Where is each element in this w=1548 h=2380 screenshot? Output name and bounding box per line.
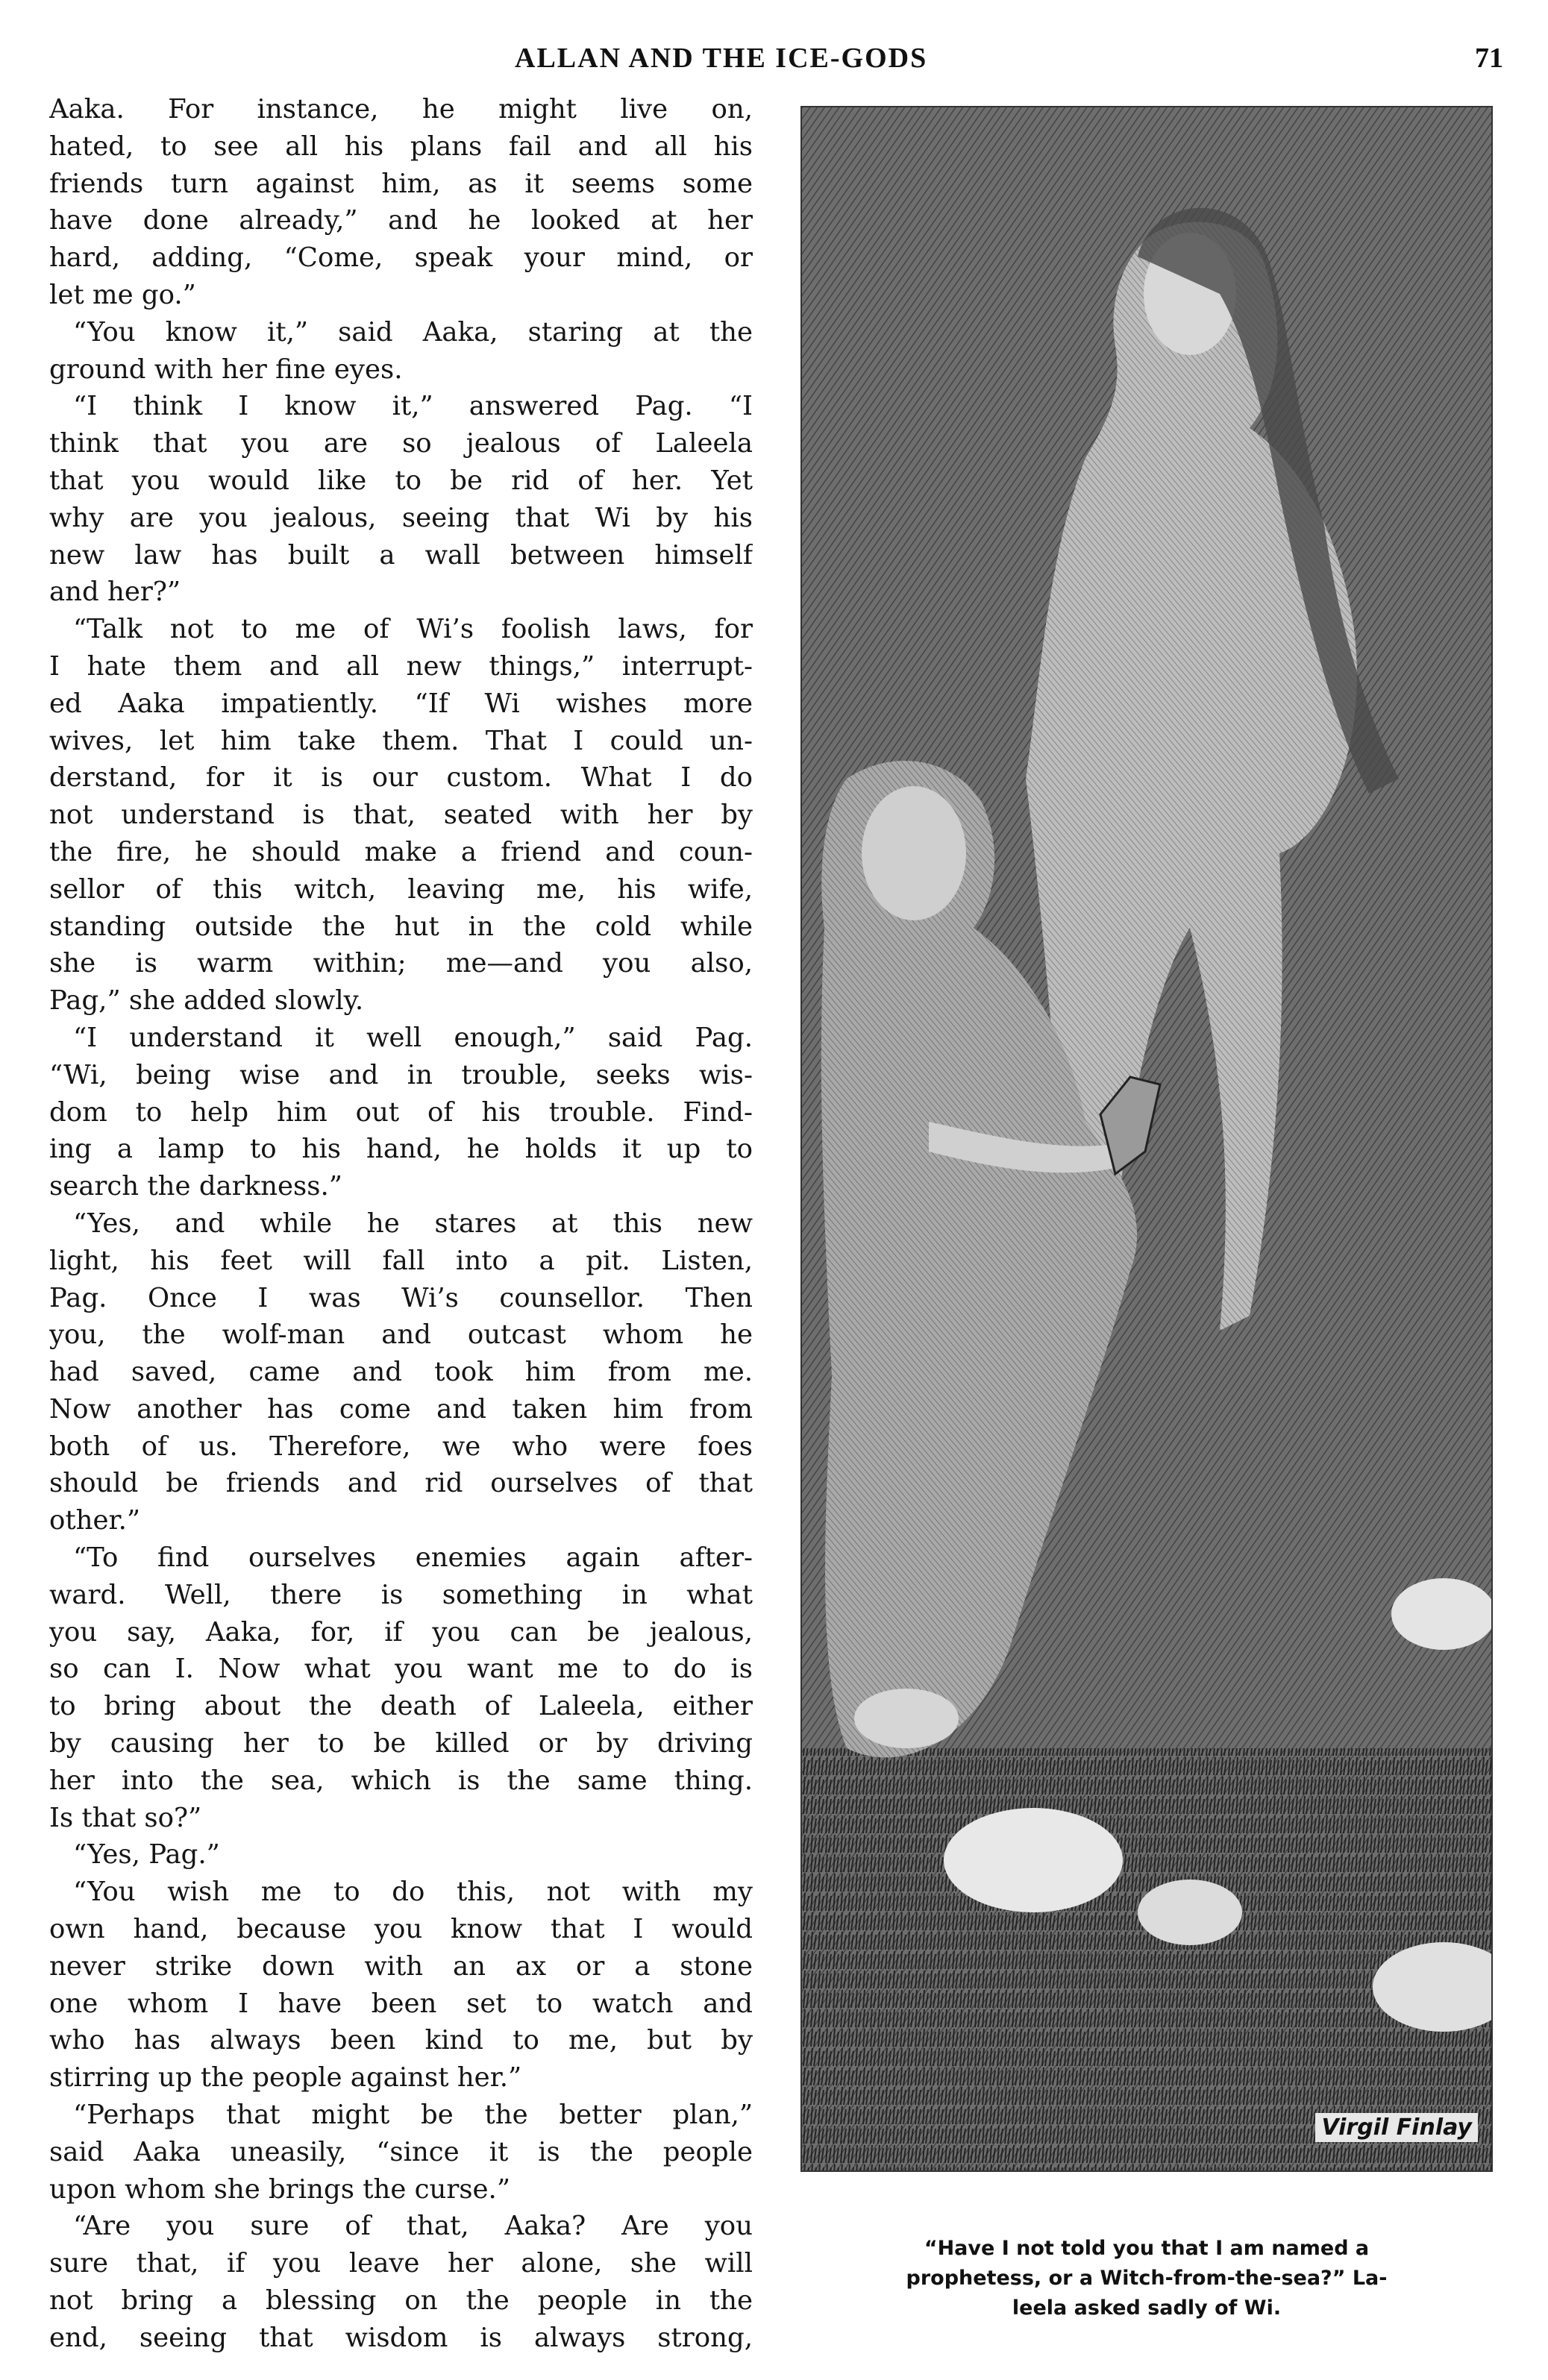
- body-text-column: [49, 91, 753, 2357]
- text-line: had saved, came and took him from me.: [49, 1357, 753, 1388]
- text-line: think that you are so jealous of Laleela: [49, 428, 753, 459]
- text-line: you say, Aaka, for, if you can be jealous,: [49, 1616, 753, 1648]
- text-line: new law has built a wall between himself: [49, 539, 753, 571]
- text-line: search the darkness.”: [49, 1171, 342, 1202]
- text-line: “I understand it well enough,” said Pag.: [72, 1022, 753, 1053]
- caption-line: “Have I not told you that I am named a: [924, 2237, 1370, 2260]
- text-line: the fire, he should make a friend and coun-: [49, 836, 753, 867]
- text-line: standing outside the hut in the cold while: [49, 911, 753, 942]
- text-line: said Aaka uneasily, “since it is the people: [49, 2136, 753, 2167]
- text-line: ground with her fine eyes.: [49, 354, 403, 385]
- text-line: “Are you sure of that, Aaka? Are you: [72, 2211, 753, 2242]
- text-line: “You wish me to do this, not with my: [72, 1877, 753, 1908]
- text-line: end, seeing that wisdom is always strong,: [49, 2322, 753, 2353]
- illustration-caption: [800, 2234, 1493, 2323]
- text-line: ward. Well, there is something in what: [49, 1579, 753, 1610]
- text-line: not bring a blessing on the people in the: [49, 2285, 753, 2317]
- text-line: I hate them and all new things,” interrupt-: [49, 650, 753, 682]
- text-line: “Yes, Pag.”: [72, 1839, 220, 1871]
- text-line: have done already,” and he looked at her: [49, 205, 753, 236]
- text-line: “I think I know it,” answered Pag. “I: [72, 391, 753, 422]
- text-line: hard, adding, “Come, speak your mind, or: [49, 242, 753, 274]
- text-line: that you would like to be rid of her. Yet: [49, 465, 753, 496]
- text-line: stirring up the people against her.”: [49, 2062, 522, 2094]
- text-line: should be friends and rid ourselves of that: [49, 1468, 753, 1499]
- text-line: dom to help him out of his trouble. Find-: [49, 1096, 753, 1128]
- text-line: she is warm within; me—and you also,: [49, 948, 753, 979]
- text-line: other.”: [49, 1505, 141, 1536]
- text-line: who has always been kind to me, but by: [49, 2025, 753, 2056]
- text-line: both of us. Therefore, we who were foes: [49, 1431, 753, 1462]
- text-line: Now another has come and taken him from: [49, 1393, 753, 1425]
- text-line: you, the wolf-man and outcast whom he: [49, 1319, 753, 1351]
- text-line: and her?”: [49, 577, 181, 608]
- text-line: friends turn against him, as it seems some: [49, 168, 753, 199]
- text-line: not understand is that, seated with her by: [49, 800, 753, 831]
- text-line: wives, let him take them. That I could un-: [49, 725, 753, 756]
- text-line: upon whom she brings the curse.”: [49, 2173, 510, 2205]
- text-line: own hand, because you know that I would: [49, 1914, 753, 1945]
- text-line: to bring about the death of Laleela, either: [49, 1691, 753, 1722]
- text-line: her into the sea, which is the same thing.: [49, 1765, 753, 1796]
- text-line: never strike down with an ax or a stone: [49, 1950, 753, 1982]
- text-line: sure that, if you leave her alone, she will: [49, 2248, 753, 2279]
- text-line: “Yes, and while he stares at this new: [72, 1208, 753, 1239]
- text-line: so can I. Now what you want me to do is: [49, 1654, 753, 1685]
- text-line: ed Aaka impatiently. “If Wi wishes more: [49, 688, 753, 719]
- text-line: “To find ourselves enemies again after-: [72, 1542, 753, 1574]
- text-line: Aaka. For instance, he might live on,: [49, 94, 753, 125]
- text-line: sellor of this witch, leaving me, his wife,: [49, 873, 753, 905]
- text-line: “Perhaps that might be the better plan,”: [72, 2100, 753, 2131]
- text-line: why are you jealous, seeing that Wi by his: [49, 502, 753, 533]
- text-line: by causing her to be killed or by driving: [49, 1728, 753, 1759]
- artist-signature: Virgil Finlay: [1315, 2113, 1478, 2142]
- page-header: [0, 42, 1548, 87]
- caption-line: prophetess, or a Witch-from-the-sea?” La-: [906, 2267, 1388, 2290]
- text-line: one whom I have been set to watch and: [49, 1988, 753, 2019]
- illustration: [800, 106, 1493, 2172]
- text-line: Pag,” she added slowly.: [49, 985, 364, 1017]
- text-line: “Talk not to me of Wi’s foolish laws, for: [72, 614, 753, 645]
- caption-line: leela asked sadly of Wi.: [1012, 2296, 1282, 2320]
- text-line: let me go.”: [49, 279, 196, 310]
- text-line: “Wi, being wise and in trouble, seeks wis-: [49, 1059, 753, 1090]
- text-line: Is that so?”: [49, 1802, 202, 1833]
- text-line: Pag. Once I was Wi’s counsellor. Then: [49, 1282, 753, 1313]
- text-line: “You know it,” said Aaka, staring at the: [72, 316, 753, 348]
- running-title: ALLAN AND THE ICE-GODS: [515, 43, 928, 74]
- illustration-artwork: [802, 107, 1491, 2170]
- page-number: 71: [1475, 43, 1503, 74]
- text-line: ing a lamp to his hand, he holds it up to: [49, 1134, 753, 1165]
- text-line: hated, to see all his plans fail and all his: [49, 131, 753, 162]
- text-line: derstand, for it is our custom. What I do: [49, 762, 753, 794]
- text-line: light, his feet will fall into a pit. Listen,: [49, 1245, 753, 1276]
